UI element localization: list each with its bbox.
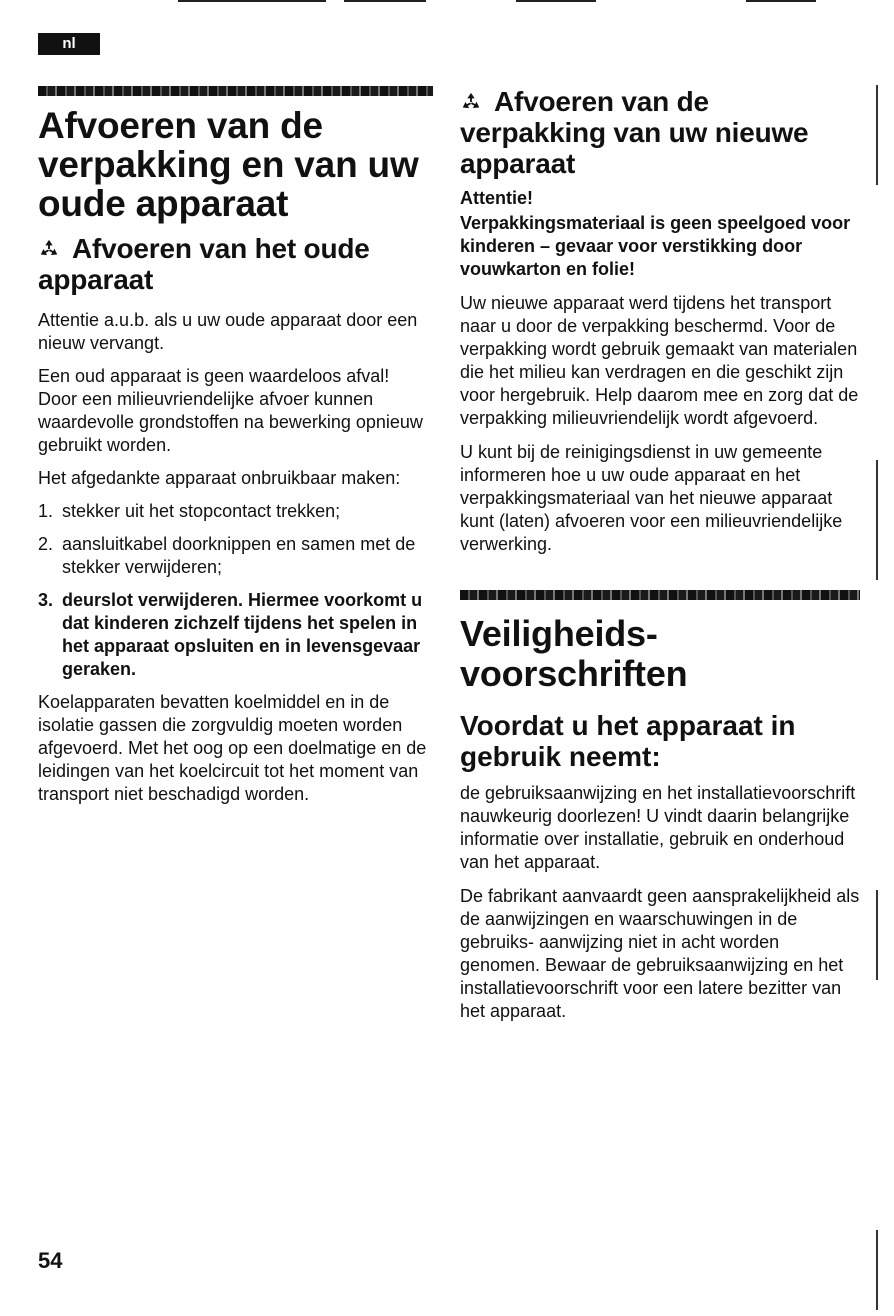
step-item: 1. stekker uit het stopcontact trekken; <box>38 501 341 521</box>
top-rule <box>344 0 426 2</box>
before-use-title: Voordat u het apparaat in gebruik neemt: <box>460 710 796 772</box>
attention-label: Attentie! <box>460 188 533 208</box>
safety-title: Veiligheids-voorschriften <box>460 613 688 694</box>
left-column <box>38 86 433 816</box>
left-subtitle <box>38 233 433 295</box>
top-rule <box>178 0 326 2</box>
right-paragraph-1: Uw nieuwe apparaat werd tijdens het transport naar u door de verpakking beschermd. Voor de verpakking wordt gebruik gemaakt van materialen die het milieu kan verdragen en die geschikt zijn voor hergebruik. Help daarom mee en zorg dat de verpakking milieuvriendelijk wordt afgevoerd. <box>460 293 859 428</box>
top-rule <box>746 0 816 2</box>
attention-text: Verpakkingsmateriaal is geen speelgoed voor kinderen – gevaar voor verstikking door vouwkarton en folie! <box>460 213 851 279</box>
left-paragraph-4: Koelapparaten bevatten koelmiddel en in de isolatie gassen die zorgvuldig moeten worden afgevoerd. Met het oog op een doelmatige en de leidingen van het koelcircuit tot het moment van transport niet beschadigd worden. <box>38 692 427 804</box>
right-title-text: Afvoeren van de verpakking van uw nieuwe apparaat <box>460 86 809 179</box>
left-title: Afvoeren van de verpakking en van uw oude apparaat <box>38 105 419 224</box>
right-paragraph-4: De fabrikant aanvaardt geen aansprakelijkheid als de aanwijzingen en waarschuwingen in de gebruiks- aanwijzing niet in acht worden genomen. Bewaar de gebruiksaanwijzing en het installatievoorschrift voor een latere bezitter van het apparaat. <box>460 886 860 1021</box>
right-title <box>460 86 860 179</box>
disposal-steps <box>38 500 433 681</box>
right-column <box>460 86 860 1034</box>
page-number: 54 <box>38 1248 63 1273</box>
recycle-icon <box>460 91 482 113</box>
language-badge: nl <box>38 33 100 55</box>
left-paragraph-2: Een oud apparaat is geen waardeloos afval! Door een milieuvriendelijke afvoer kunnen waardevolle grondstoffen na bewerking opnieuw gebruikt worden. <box>38 366 423 455</box>
scan-edge <box>876 85 878 185</box>
recycle-icon <box>38 238 60 260</box>
step-item: 3. deurslot verwijderen. Hiermee voorkomt u dat kinderen zichzelf tijdens het spelen in het apparaat opsluiten en in levensgevaar geraken. <box>38 590 423 679</box>
right-paragraph-3: de gebruiksaanwijzing en het installatievoorschrift nauwkeurig doorlezen! U vindt daarin belangrijke informatie over installatie, gebruik en onderhoud van het apparaat. <box>460 783 856 872</box>
right-paragraph-2: U kunt bij de reinigingsdienst in uw gemeente informeren hoe u uw oude apparaat en het verpakkingsmateriaal van het nieuwe apparaat kunt (laten) afvoeren voor een milieuvriendelijke verwerking. <box>460 442 843 554</box>
section-bar <box>38 86 433 96</box>
left-subtitle-text: Afvoeren van het oude apparaat <box>38 233 370 295</box>
section-bar <box>460 590 860 600</box>
scan-edge <box>876 890 878 980</box>
left-paragraph-3: Het afgedankte apparaat onbruikbaar maken: <box>38 468 401 488</box>
scan-edge <box>876 1230 878 1310</box>
top-rule <box>516 0 596 2</box>
spacer <box>38 295 433 309</box>
scan-edge <box>876 460 878 580</box>
step-item: 2. aansluitkabel doorknippen en samen met de stekker verwijderen; <box>38 534 416 577</box>
left-paragraph-1: Attentie a.u.b. als u uw oude apparaat door een nieuw vervangt. <box>38 310 418 353</box>
